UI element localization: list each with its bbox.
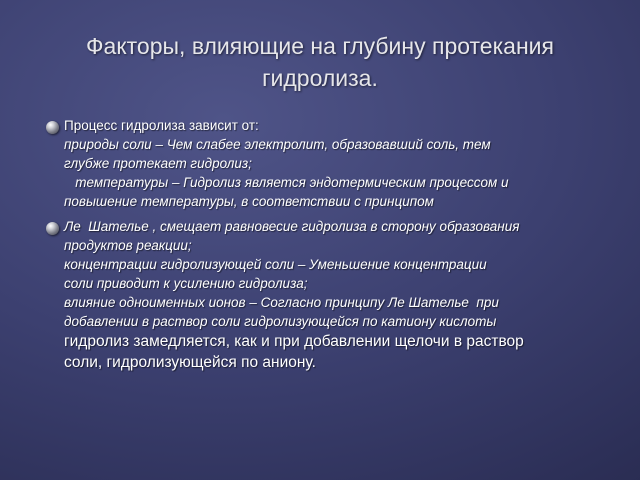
bullet2-line-1: Ле Шателье , смещает равновесие гидролиза в сторону образования (64, 219, 520, 234)
title-line-2: гидролиза. (262, 65, 378, 91)
bullet2-line-6: добавлении в раствор соли гидролизующейся по катиону кислоты (64, 314, 497, 329)
bullet2-line-2: продуктов реакции; (64, 238, 192, 253)
bullet2-line-4: соли приводит к усилению гидролиза; (64, 276, 308, 291)
bullet-paragraph-2 (64, 217, 624, 373)
bullet1-line-1: Процесс гидролиза зависит от: (64, 118, 259, 133)
bullet2-line-3: концентрации гидролизующей соли – Уменьшение концентрации (64, 257, 487, 272)
bullet2-line-5: влияние одноименных ионов – Согласно принципу Ле Шателье при (64, 295, 499, 310)
slide-title (30, 30, 610, 94)
bullet-icon (46, 222, 59, 235)
bullet-icon (46, 121, 59, 134)
bullet2-line-8: соли, гидролизующейся по аниону. (64, 354, 316, 371)
bullet1-line-4: температуры – Гидролиз является эндотермическим процессом и (64, 175, 509, 190)
bullet2-line-7: гидролиз замедляется, как и при добавлении щелочи в раствор (64, 333, 524, 350)
title-line-1: Факторы, влияющие на глубину протекания (86, 33, 554, 59)
bullet1-line-5: повышение температуры, в соответствии с принципом (64, 194, 434, 209)
bullet1-line-2: природы соли – Чем слабее электролит, образовавший соль, тем (64, 137, 491, 152)
bullet1-line-3: глубже протекает гидролиз; (64, 156, 252, 171)
bullet-paragraph-1 (64, 116, 624, 211)
